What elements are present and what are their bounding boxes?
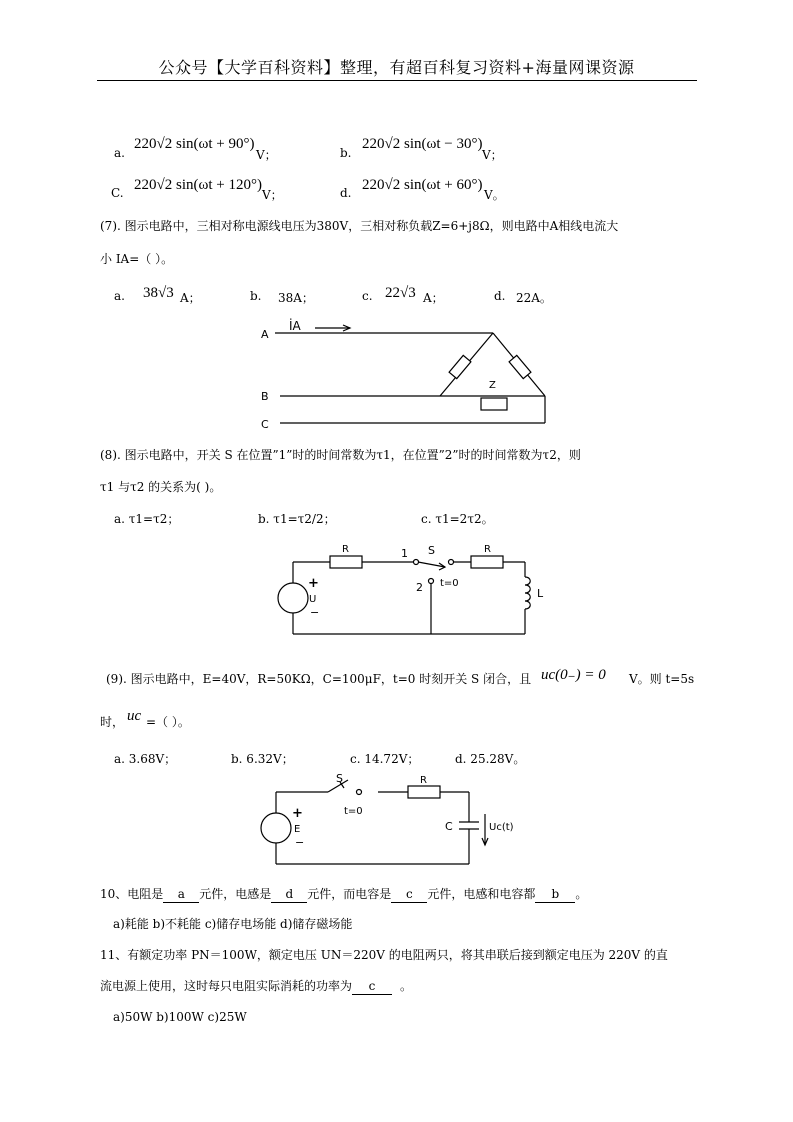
- q7-text-line2: 小 IA=（ ）。: [100, 252, 174, 266]
- q9-text-line1-b: V。则 t=5s: [629, 672, 695, 686]
- q8-option-c: c. τ1=2τ2。: [421, 512, 494, 526]
- q9-switch-label: S: [336, 772, 343, 785]
- q7-option-c-unit: A；: [423, 291, 444, 305]
- q7-option-d-unit: 22A。: [516, 291, 552, 305]
- q7-option-a-expr: 38√3: [143, 285, 174, 301]
- q6-option-b-expr: 220√2 sin(ωt − 30°): [362, 136, 483, 152]
- q8-option-a: a. τ1=τ2；: [114, 512, 180, 526]
- q8-source-plus: +: [308, 576, 319, 591]
- q9-option-c: c. 14.72V；: [350, 752, 420, 766]
- header-divider: [97, 80, 697, 81]
- q8-source-label: U: [309, 594, 317, 605]
- q9-source-label: E: [294, 824, 301, 835]
- q6-option-a-unit: V；: [256, 148, 277, 162]
- q6-option-b-unit: V；: [482, 148, 503, 162]
- q9-circuit-diagram: [258, 770, 538, 870]
- q7-impedance-label: Z: [489, 380, 496, 391]
- q8-circuit-diagram: [275, 540, 560, 640]
- q10-mid-2: 元件，而电容是: [307, 887, 392, 901]
- q10-prefix: 10、电阻是: [100, 887, 164, 901]
- q7-label-b: B: [261, 390, 269, 403]
- q8-resistor-1-label: R: [342, 544, 349, 555]
- q7-current-label: İA: [289, 319, 301, 333]
- q10-end: 。: [575, 887, 588, 901]
- q7-text-line1: (7). 图示电路中，三相对称电源线电压为380V，三相对称负载Z=6+j8Ω，则电路中A相线电流大: [100, 219, 619, 233]
- q11-choices: a)50W b)100W c)25W: [113, 1010, 247, 1024]
- q8-switch-position-1: 1: [401, 547, 408, 560]
- q8-text-line2: τ1 与τ2 的关系为( )。: [100, 480, 222, 494]
- q6-option-c-letter: C.: [111, 186, 124, 200]
- q6-option-b-letter: b.: [340, 146, 352, 160]
- q6-option-d-unit: V。: [484, 188, 505, 202]
- q8-switch-label: S: [428, 544, 435, 557]
- q7-circuit-diagram: [255, 312, 555, 432]
- q10-mid-1: 元件，电感是: [199, 887, 272, 901]
- q7-option-b-letter: b.: [250, 289, 262, 303]
- page-header-title: 公众号【大学百科资料】整理，有超百科复习资料+海量网课资源: [158, 58, 635, 77]
- q6-option-d-expr: 220√2 sin(ωt + 60°): [362, 177, 483, 193]
- q10-answer-3: c: [391, 887, 427, 903]
- q10-answer-4: b: [535, 887, 575, 903]
- q9-option-d: d. 25.28V。: [455, 752, 526, 766]
- q8-inductor-label: L: [537, 587, 544, 600]
- q10-answer-2: d: [271, 887, 307, 903]
- q9-source-plus: +: [292, 806, 303, 821]
- q7-option-c-expr: 22√3: [385, 285, 416, 301]
- q6-option-a-letter: a.: [114, 146, 125, 160]
- q8-switch-position-2: 2: [416, 581, 423, 594]
- q9-option-b: b. 6.32V；: [231, 752, 294, 766]
- q11-line2-end: 。: [400, 979, 413, 993]
- q6-option-c-unit: V；: [262, 188, 283, 202]
- q9-text-line2-a: 时，: [100, 715, 125, 729]
- q11-line2-prefix: 流电源上使用，这时每只电阻实际消耗的功率为: [100, 979, 353, 993]
- q11-text-line1: 11、有额定功率 PN＝100W，额定电压 UN＝220V 的电阻两只，将其串联后接到额定电压为 220V 的直: [100, 948, 668, 962]
- q6-option-d-letter: d.: [340, 186, 352, 200]
- q8-resistor-2-label: R: [484, 544, 491, 555]
- q9-source-minus: −: [295, 836, 305, 849]
- q6-option-a-expr: 220√2 sin(ωt + 90°): [134, 136, 255, 152]
- q11-answer: c: [352, 979, 392, 995]
- q10-choices: a)耗能 b)不耗能 c)储存电场能 d)储存磁场能: [113, 917, 353, 931]
- q9-text-line1-a: (9). 图示电路中，E=40V，R=50KΩ，C=100μF，t=0 时刻开关 S 闭合，且: [106, 672, 532, 686]
- q9-resistor-label: R: [420, 775, 427, 786]
- q9-text-line2-b: =（ ）。: [146, 715, 190, 729]
- q7-option-d-letter: d.: [494, 289, 506, 303]
- q7-option-a-unit: A；: [180, 291, 201, 305]
- q9-uc-symbol: uc: [127, 708, 142, 724]
- q7-option-a-letter: a.: [114, 289, 125, 303]
- q9-capacitor-label: C: [445, 820, 453, 833]
- q8-time-label: t=0: [440, 578, 459, 589]
- q7-label-c: C: [261, 418, 269, 431]
- q9-option-a: a. 3.68V；: [114, 752, 177, 766]
- q9-time-label: t=0: [344, 806, 363, 817]
- q7-label-a: A: [261, 328, 269, 341]
- q8-source-minus: −: [310, 606, 320, 619]
- q10-mid-3: 元件，电感和电容都: [427, 887, 536, 901]
- q10-text-line: [100, 885, 587, 903]
- q6-option-c-expr: 220√2 sin(ωt + 120°): [134, 177, 262, 193]
- q8-text-line1: (8). 图示电路中，开关 S 在位置”1”时的时间常数为τ1，在位置”2”时的时间常数为τ2，则: [100, 448, 581, 462]
- q10-answer-1: a: [163, 887, 199, 903]
- q9-initial-condition: uc(0₋) = 0: [541, 667, 606, 683]
- q9-voltage-label: Uc(t): [489, 822, 514, 833]
- q7-option-b-unit: 38A；: [278, 291, 314, 305]
- q11-text-line2: [100, 977, 412, 995]
- q7-option-c-letter: c.: [362, 289, 373, 303]
- q8-option-b: b. τ1=τ2/2；: [258, 512, 336, 526]
